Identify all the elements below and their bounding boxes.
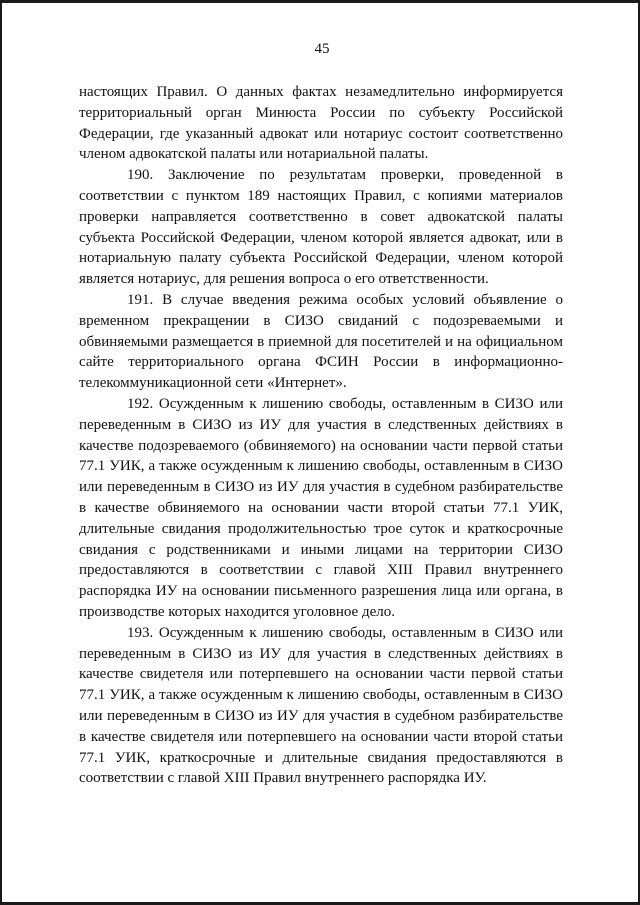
document-body	[79, 82, 563, 789]
paragraph-190: 190. Заключение по результатам проверки, проведенной в соответствии с пунктом 189 настоящих Правил, с копиями материалов проверки направляется соответственно в совет адвокатской палаты субъекта Российской Федерации, членом которой является адвокат, или в нотариальную палату субъекта Российской Федерации, членом которой является нотариус, для решения вопроса о его ответственности.	[79, 167, 563, 288]
paragraph-193: 193. Осужденным к лишению свободы, оставленным в СИЗО или переведенным в СИЗО из ИУ для участия в следственных действиях в качестве свидетеля или потерпевшего на основании части первой статьи 77.1 УИК, а также осужденным к лишению свободы, оставленным в СИЗО или переведенным в СИЗО из ИУ для участия в судебном разбирательстве в качестве свидетеля или потерпевшего на основании части второй статьи 77.1 УИК, краткосрочные и длительные свидания предоставляются в соответствии с главой XIII Правил внутреннего распорядка ИУ.	[79, 624, 563, 787]
page-number: 45	[314, 41, 330, 57]
paragraph-continuation: настоящих Правил. О данных фактах незамедлительно информируется территориальный орган Минюста России по субъекту Российской Федерации, где указанный адвокат или нотариус состоит соответственно членом адвокатской палаты или нотариальной палаты.	[79, 84, 563, 163]
paragraph-192: 192. Осужденным к лишению свободы, оставленным в СИЗО или переведенным в СИЗО из ИУ для участия в следственных действиях в качестве подозреваемого (обвиняемого) на основании части первой статьи 77.1 УИК, а также осужденным к лишению свободы, оставленным в СИЗО или переведенным в СИЗО из ИУ для участия в судебном разбирательстве в качестве обвиняемого на основании части второй статьи 77.1 УИК, длительные свидания продолжительностью трое суток и краткосрочные свидания с родственниками и иными лицами на территории СИЗО предоставляются в соответствии с главой XIII Правил внутреннего распорядка ИУ на основании письменного разрешения лица или органа, в производстве которых находится уголовное дело.	[79, 395, 563, 620]
paragraph-191: 191. В случае введения режима особых условий объявление о временном прекращении в СИЗО свиданий с подозреваемыми и обвиняемыми размещается в приемной для посетителей и на официальном сайте территориального органа ФСИН России в информационно-телекоммуникационной сети «Интернет».	[79, 291, 563, 392]
